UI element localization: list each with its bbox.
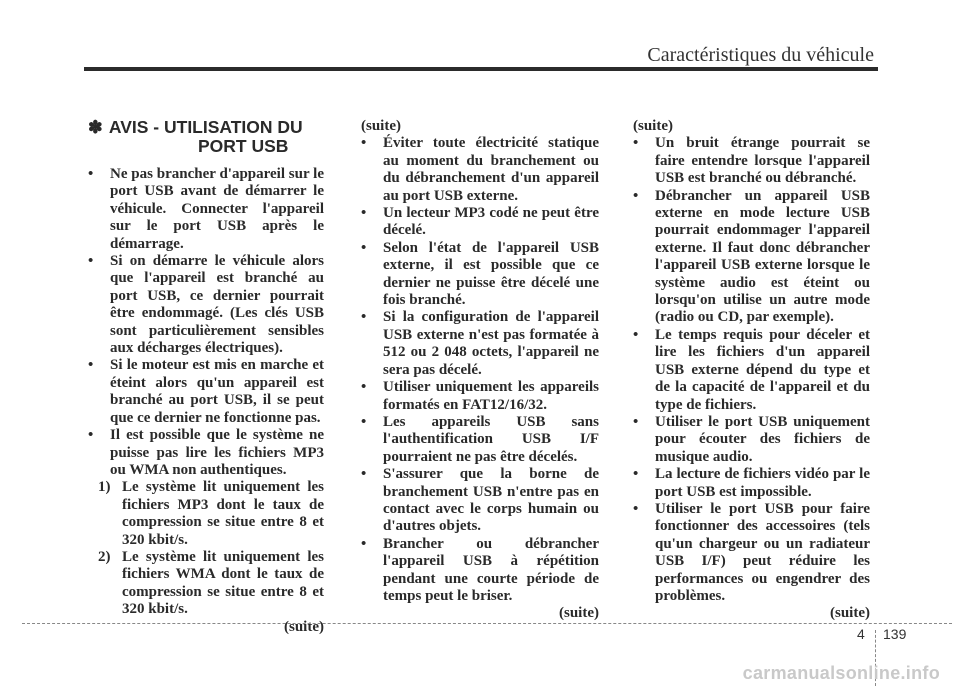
list-item: • S'assurer que la borne de branchement USB n'entre pas en contact avec le corps humain ou d'autres objets. [361,466,599,536]
chapter-number: 4 [857,626,865,642]
list-item: • Ne pas brancher d'appareil sur le port USB avant de démarrer le véhicule. Connecter l'appareil sur le port USB après le démarrage. [88,166,324,253]
notice-list-col1 [88,166,324,619]
continued-label: (suite) [559,605,599,622]
sub-list-item [88,479,324,549]
continued-label: (suite) [361,118,401,134]
sub-item-text: Le système lit uniquement les fichiers MP3 dont le taux de compression se situe entre 8 et 320 kbit/s. [122,479,324,548]
list-item: • Brancher ou débrancher l'appareil USB à répétition pendant une courte période de temps peut le briser. [361,536,599,606]
header-divider [84,67,878,71]
list-item: • La lecture de fichiers vidéo par le port USB est impossible. [633,466,870,501]
column-2 [361,118,599,623]
list-item: • Utiliser uniquement les appareils formatés en FAT12/16/32. [361,379,599,414]
continued-label: (suite) [633,118,673,134]
star-icon: ✽ [88,117,103,137]
page-number: 139 [883,626,907,642]
list-item: • Les appareils USB sans l'authentification USB I/F pourraient ne pas être décelés. [361,414,599,466]
continued-label: (suite) [830,605,870,622]
list-item: • Si le moteur est mis en marche et éteint alors qu'un appareil est branché au port USB, il se peut que ce dernier ne fonctionne pas. [88,357,324,427]
notice-heading [88,118,324,156]
list-item: • Utiliser le port USB pour faire fonctionner des accessoires (tels qu'un chargeur ou un radiateur USB I/F) peut réduire les performances ou engendrer des problèmes. [633,501,870,605]
list-item: • Si la configuration de l'appareil USB externe n'est pas formatée à 512 ou 2 048 octets, l'appareil ne sera pas décelé. [361,309,599,379]
section-title: Caractéristiques du véhicule [647,44,874,66]
list-item: • Débrancher un appareil USB externe en mode lecture USB pourrait endommager l'appareil externe. Il faut donc débrancher l'appareil USB externe lorsque le système audio est éteint ou lorsqu'on utilise un autre mode (radio ou CD, par exemple). [633,188,870,327]
sub-list-item [88,549,324,619]
list-item: • Si on démarre le véhicule alors que l'appareil est branché au port USB, ce dernier pourrait être endommagé. (Les clés USB sont particulièrement sensibles aux décharges électriques). [88,253,324,357]
column-3 [633,118,870,623]
list-item: • Un bruit étrange pourrait se faire entendre lorsque l'appareil USB est branché ou débranché. [633,135,870,187]
list-item: • Selon l'état de l'appareil USB externe, il est possible que ce dernier ne puisse être décelé une fois branché. [361,240,599,310]
list-item: • Utiliser le port USB uniquement pour écouter des fichiers de musique audio. [633,414,870,466]
list-item: • Il est possible que le système ne puisse pas lire les fichiers MP3 ou WMA non authentiques. [88,427,324,479]
notice-heading-line1 [88,118,324,137]
footer-divider [22,623,952,624]
sub-item-text: Le système lit uniquement les fichiers WMA dont le taux de compression se situe entre 8 et 320 kbit/s. [122,548,324,618]
list-item: • Le temps requis pour déceler et lire les fichiers d'un appareil USB externe dépend du type et de la capacité de l'appareil et du type de fichiers. [633,327,870,414]
notice-list-col3 [633,135,870,605]
notice-title-line1: AVIS - UTILISATION DU [108,117,303,137]
sub-item-number: 1) [98,479,111,496]
list-item: • Un lecteur MP3 codé ne peut être décelé. [361,205,599,240]
notice-title-line2: PORT USB [198,136,289,156]
list-item: • Éviter toute électricité statique au moment du branchement ou du débranchement d'un appareil au port USB externe. [361,135,599,205]
notice-list-col2 [361,135,599,605]
sub-item-number: 2) [98,548,111,565]
column-1 [88,118,324,636]
continued-label: (suite) [284,618,324,635]
watermark: carmanualsonline.info [742,663,940,683]
